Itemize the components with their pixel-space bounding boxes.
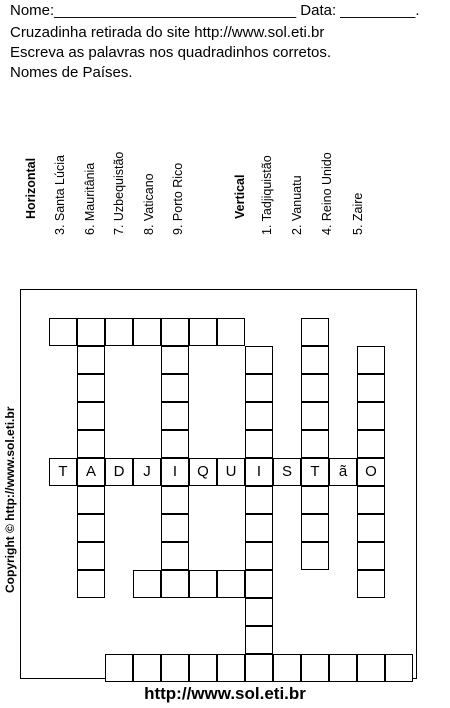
crossword-cell[interactable] [77,514,105,542]
crossword-cell[interactable] [189,654,217,682]
crossword-cell[interactable] [301,430,329,458]
crossword-cell[interactable] [217,570,245,598]
horizontal-clue-3: 3. Santa Lúcia [53,155,67,235]
crossword-cell[interactable] [329,654,357,682]
crossword-cell[interactable] [77,570,105,598]
crossword-cell[interactable] [77,402,105,430]
crossword-cell[interactable] [357,486,385,514]
crossword-cell[interactable] [357,430,385,458]
crossword-cell[interactable] [245,402,273,430]
vertical-clues-title: Vertical [233,174,247,219]
crossword-cell[interactable] [189,570,217,598]
crossword-cell[interactable] [161,374,189,402]
name-date-line: Nome:_____________________________ Data: _________. [10,2,420,19]
vertical-clue-4: 4. Reino Unido [320,152,334,235]
crossword-cell[interactable] [77,374,105,402]
horizontal-clue-9: 9. Porto Rico [171,162,185,235]
crossword-cell[interactable] [133,654,161,682]
crossword-cell-letter[interactable]: S [273,458,301,486]
crossword-cell[interactable] [245,570,273,598]
crossword-cell-letter[interactable]: A [77,458,105,486]
crossword-cell[interactable] [161,514,189,542]
crossword-cell-letter[interactable]: I [245,458,273,486]
crossword-cell[interactable] [161,542,189,570]
horizontal-clues-title: Horizontal [24,157,38,219]
horizontal-clue-7: 7. Uzbequistão [112,151,126,235]
crossword-cell[interactable] [301,654,329,682]
crossword-cell[interactable] [161,430,189,458]
crossword-cell[interactable] [217,318,245,346]
crossword-cell[interactable] [161,346,189,374]
crossword-cell-letter[interactable]: D [105,458,133,486]
crossword-cell[interactable] [77,430,105,458]
crossword-cell[interactable] [161,402,189,430]
crossword-cell[interactable] [301,346,329,374]
crossword-cell-letter[interactable]: U [217,458,245,486]
crossword-cell[interactable] [161,486,189,514]
crossword-cell[interactable] [385,654,413,682]
vertical-clue-2: 2. Vanuatu [290,175,304,235]
footer-url: http://www.sol.eti.br [144,684,306,703]
crossword-cell[interactable] [245,430,273,458]
crossword-cell[interactable] [245,542,273,570]
crossword-cell[interactable] [357,374,385,402]
crossword-cell[interactable] [77,346,105,374]
crossword-cell[interactable] [357,514,385,542]
crossword-cell[interactable] [161,570,189,598]
crossword-cell-letter[interactable]: T [301,458,329,486]
vertical-clue-5: 5. Zaire [351,192,365,235]
crossword-cell[interactable] [357,570,385,598]
crossword-cell[interactable] [133,570,161,598]
crossword-cell[interactable] [217,654,245,682]
crossword-cell[interactable] [105,318,133,346]
crossword-cell[interactable] [301,318,329,346]
crossword-cell[interactable] [357,402,385,430]
crossword-cell[interactable] [245,626,273,654]
topic-line: Nomes de Países. [10,64,133,81]
crossword-cell[interactable] [77,318,105,346]
copyright-note: Copyright © http://www.sol.eti.br [3,406,17,593]
crossword-cell[interactable] [357,542,385,570]
crossword-cell[interactable] [301,542,329,570]
vertical-clue-1: 1. Tadjiquistão [260,155,274,235]
crossword-cell[interactable] [245,346,273,374]
crossword-cell[interactable] [301,402,329,430]
crossword-cell[interactable] [301,486,329,514]
crossword-cell[interactable] [161,654,189,682]
crossword-cell[interactable] [245,374,273,402]
crossword-cell-letter[interactable]: O [357,458,385,486]
instruction-line: Escreva as palavras nos quadradinhos corretos. [10,44,332,61]
crossword-cell[interactable] [105,654,133,682]
crossword-cell[interactable] [161,318,189,346]
source-line: Cruzadinha retirada do site http://www.sol.eti.br [10,24,325,41]
crossword-cell-letter[interactable]: J [133,458,161,486]
crossword-cell[interactable] [133,318,161,346]
horizontal-clue-6: 6. Mauritânia [83,162,97,235]
crossword-cell[interactable] [77,486,105,514]
crossword-cell-letter[interactable]: ã [329,458,357,486]
crossword-cell[interactable] [49,318,77,346]
crossword-cell[interactable] [357,346,385,374]
crossword-cell[interactable] [245,514,273,542]
crossword-cell[interactable] [189,318,217,346]
crossword-cell[interactable] [245,654,273,682]
crossword-cell-letter[interactable]: Q [189,458,217,486]
crossword-cell[interactable] [357,654,385,682]
crossword-cell[interactable] [273,654,301,682]
crossword-cell[interactable] [301,514,329,542]
crossword-cell[interactable] [301,374,329,402]
crossword-cell-letter[interactable]: T [49,458,77,486]
crossword-cell-letter[interactable]: I [161,458,189,486]
crossword-cell[interactable] [245,598,273,626]
horizontal-clue-8: 8. Vaticano [142,173,156,235]
crossword-cell[interactable] [77,542,105,570]
crossword-cell[interactable] [245,486,273,514]
